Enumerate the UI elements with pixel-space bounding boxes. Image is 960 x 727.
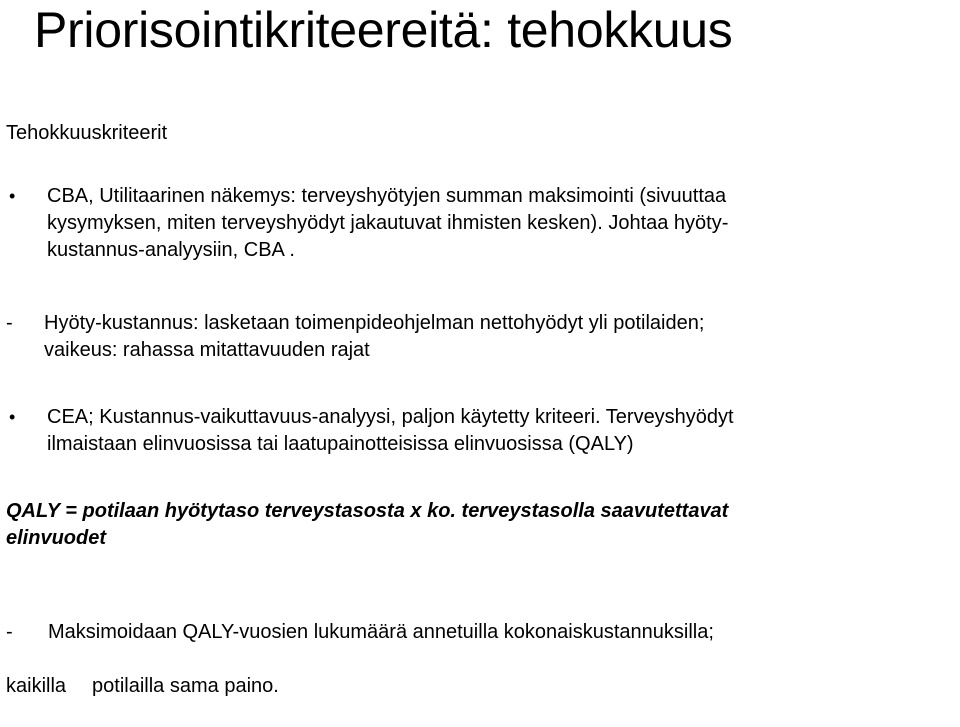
qaly-definition: QALY = potilaan hyötytaso terveystasosta x ko. terveystasolla saavutettavat elinvuodet: [6, 500, 729, 549]
slide-subheading: Tehokkuuskriteerit: [6, 122, 168, 144]
last-line-2-text-b: potilailla sama paino.: [92, 675, 279, 697]
bullet-item-cea: [6, 404, 946, 458]
dash-marker: -: [6, 621, 13, 643]
bullet-marker: •: [9, 407, 16, 427]
last-line-2: [6, 673, 956, 700]
dash-marker: -: [6, 312, 13, 334]
bullet-text: CEA; Kustannus-vaikuttavuus-analyysi, paljon käytetty kriteeri. Terveyshyödyt ilmaistaan elinvuosissa tai laatupainotteisissa elinvuosissa (QALY): [47, 406, 734, 455]
bullet-marker: •: [9, 186, 16, 206]
last-line-1: [6, 619, 956, 646]
last-line-2-text-a: kaikilla: [6, 675, 67, 697]
dash-text: Hyöty-kustannus: lasketaan toimenpideohjelman nettohyödyt yli potilaiden; vaikeus: rahassa mitattavuuden rajat: [44, 312, 705, 361]
slide-title: Priorisointikriteereitä: tehokkuus: [34, 2, 733, 58]
bullet-item-cba: [6, 183, 946, 264]
last-line-1-text: Maksimoidaan QALY-vuosien lukumäärä annetuilla kokonaiskustannuksilla;: [48, 621, 714, 643]
dash-item-hyoty-kustannus: [6, 310, 946, 364]
dash-item-maksimoidaan: [6, 592, 956, 727]
bullet-text: CBA, Utilitaarinen näkemys: terveyshyötyjen summan maksimointi (sivuuttaa kysymyksen, miten terveyshyödyt jakautuvat ihmisten kesken). Johtaa hyöty- kustannus-analyysiin, CBA .: [47, 185, 729, 261]
